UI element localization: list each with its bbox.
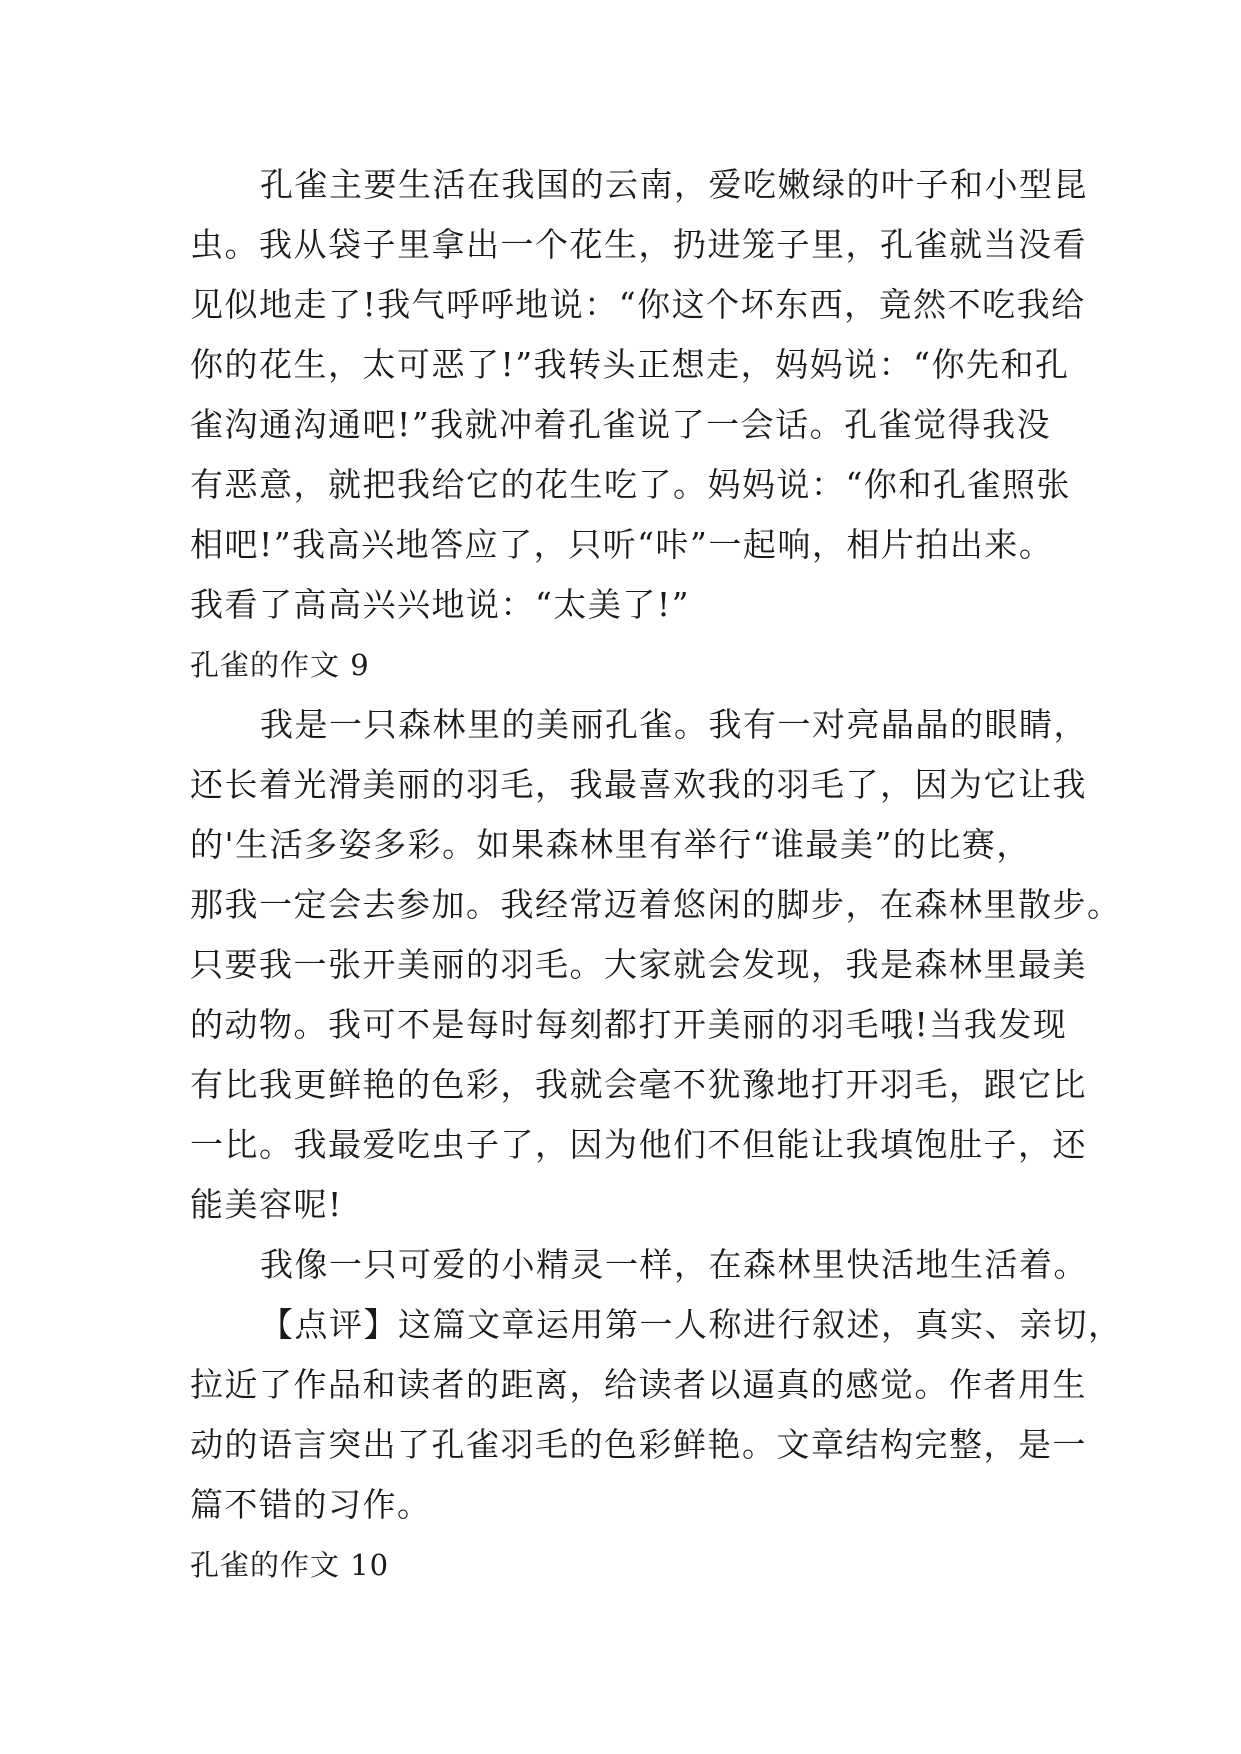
text-line: 那我一定会去参加。我经常迈着悠闲的脚步，在森林里散步。 [190,885,1122,924]
text-line: 有恶意，就把我给它的花生吃了。妈妈说：“你和孔雀照张 [190,465,1071,504]
text-line: 一比。我最爱吃虫子了，因为他们不但能让我填饱肚子，还 [190,1125,1087,1164]
text-line: 孔雀主要生活在我国的云南，爱吃嫩绿的叶子和小型昆 [260,165,1088,204]
text-line: 见似地走了!我气呼呼地说：“你这个坏东西，竟然不吃我给 [190,285,1086,324]
essay-9-paragraph-1 [190,695,1122,1235]
text-line: 的'生活多姿多彩。如果森林里有举行“谁最美”的比赛， [190,825,1031,864]
text-line: 虫。我从袋子里拿出一个花生，扔进笼子里，孔雀就当没看 [190,225,1087,264]
essay-10-title: 孔雀的作文 10 [190,1548,390,1582]
text-line: 的动物。我可不是每时每刻都打开美丽的羽毛哦!当我发现 [190,1005,1068,1044]
text-line: 你的花生，太可恶了!”我转头正想走，妈妈说：“你先和孔 [190,345,1070,384]
text-line: 有比我更鲜艳的色彩，我就会毫不犹豫地打开羽毛，跟它比 [190,1065,1087,1104]
text-line: 【点评】这篇文章运用第一人称进行叙述，真实、亲切， [260,1305,1123,1344]
text-line: 我看了高高兴兴地说：“太美了!” [190,585,691,624]
text-line: 拉近了作品和读者的距离，给读者以逼真的感觉。作者用生 [190,1365,1087,1404]
document-body [190,155,1123,1595]
text-line: 只要我一张开美丽的羽毛。大家就会发现，我是森林里最美 [190,945,1087,984]
essay-8-tail-paragraph [190,155,1088,635]
text-line: 动的语言突出了孔雀羽毛的色彩鲜艳。文章结构完整，是一 [190,1425,1087,1464]
text-line: 能美容呢! [190,1185,343,1224]
essay-9-comment [190,1295,1123,1535]
text-line: 雀沟通沟通吧!”我就冲着孔雀说了一会话。孔雀觉得我没 [190,405,1052,444]
essay-9-paragraph-2 [190,1235,1088,1295]
text-line: 我是一只森林里的美丽孔雀。我有一对亮晶晶的眼睛， [260,705,1088,744]
text-line: 相吧!”我高兴地答应了，只听“咔”一起响，相片拍出来。 [190,525,1054,564]
text-line: 还长着光滑美丽的羽毛，我最喜欢我的羽毛了，因为它让我 [190,765,1087,804]
text-line: 我像一只可爱的小精灵一样，在森林里快活地生活着。 [260,1245,1088,1284]
text-line: 篇不错的习作。 [190,1485,432,1524]
essay-9-title: 孔雀的作文 9 [190,648,370,682]
